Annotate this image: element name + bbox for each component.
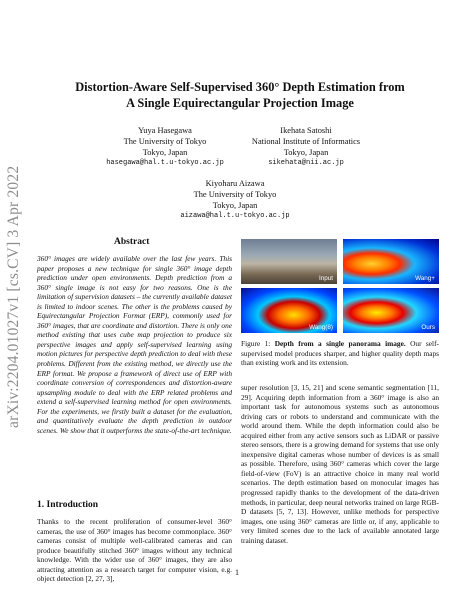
panel-label: Input xyxy=(318,275,333,282)
author-affiliation: The University of Tokyo xyxy=(193,190,277,199)
author-location: Tokyo, Japan xyxy=(142,148,188,157)
depth-map-wang-8 xyxy=(241,288,337,333)
panel-label: Wang(8) xyxy=(309,324,333,331)
author-block-1 xyxy=(90,125,240,169)
introduction-heading: 1. Introduction xyxy=(37,500,99,510)
title-line-1: Distortion-Aware Self-Supervised 360° Depth Estimation from xyxy=(75,80,405,94)
page-number: 1 xyxy=(235,568,239,577)
title-line-2: A Single Equirectangular Projection Image xyxy=(126,95,354,110)
author-name: Kiyoharu Aizawa xyxy=(205,179,265,188)
caption-bold: Depth from a single panorama image. xyxy=(274,339,406,348)
author-block-3 xyxy=(160,178,310,222)
paper-title xyxy=(60,80,420,111)
author-email[interactable]: hasegawa@hal.t.u-tokyo.ac.jp xyxy=(106,159,224,167)
depth-map-wang xyxy=(343,239,439,284)
author-email[interactable]: aizawa@hal.t.u-tokyo.ac.jp xyxy=(180,212,290,220)
author-location: Tokyo, Japan xyxy=(212,201,258,210)
panel-label: Ours xyxy=(421,324,435,331)
abstract-heading: Abstract xyxy=(114,237,150,247)
author-name: Ikehata Satoshi xyxy=(280,126,332,135)
introduction-continued-text: super resolution [3, 15, 21] and scene semantic segmentation [11, 29]. Acquiring depth information from a 360° image is also an important task for autonomous systems such as autonomous driving cars or robots to understand and communicate with the world around them. While the depth information could also be acquired either from any active sensors such as LiDAR or passive stereo sensors, there is a growing demand for systems that use only inexpensive digital cameras whose number of devices is as small as possible. Therefore, using 360° cameras which cover the large field-of-view (FoV) is an attractive choice in many real world scenarios. The depth estimation based on monocular images has progressed rapidly thanks to the development of the data-driven methods, in particular, deep neural networks trained on large RGB-D datasets [5, 7, 13]. However, unlike methods for perspective images, one using 360° cameras are little or, if any, applicable to very limited scenes due to the lack of available annotated large training dataset. xyxy=(241,383,439,545)
author-location: Tokyo, Japan xyxy=(283,148,329,157)
figure-1 xyxy=(241,239,439,333)
author-affiliation: National Institute of Informatics xyxy=(251,137,361,146)
abstract-text: 360° images are widely available over the last few years. This paper proposes a new technique for single 360° image depth prediction under open environments. Depth prediction from a 360° single image is not easy for two reasons. One is the limitation of supervision datasets – the currently available dataset is limited to indoor scenes. The other is the problems caused by Equirectangular Projection Format (ERP), commonly used for 360° images, that are coordinate and distortion. There is only one method existing that uses cube map projection to produce six perspective images and apply self-supervised learning using motion pictures for perspective depth prediction to deal with these problems. Different from the existing method, we directly use the ERP format. We propose a framework of direct use of ERP with coordinate conversion of correspondences and distortion-aware upsampling module to deal with the ERP related problems and extend a self-supervised learning method for open environments. For the experiments, we firstly built a dataset for the evaluation, and quantitatively evaluate the depth prediction in outdoor scenes. We show that it outperforms the state-of-the-art technique. xyxy=(37,254,232,435)
author-affiliation: The University of Tokyo xyxy=(123,137,207,146)
caption-rest: Our self-supervised model produces sharper, and higher quality depth maps than existing work and its extension. xyxy=(241,339,439,368)
author-name: Yuya Hasegawa xyxy=(138,126,192,135)
caption-label: Figure 1: xyxy=(241,339,271,348)
author-email[interactable]: sikehata@nii.ac.jp xyxy=(268,159,344,167)
input-panorama-image xyxy=(241,239,337,284)
panel-label: Wang+ xyxy=(415,275,435,282)
introduction-text: Thanks to the recent proliferation of consumer-level 360° cameras, the use of 360° images has become commonplace. 360° cameras consist of multiple well-calibrated cameras and can produce beautifully stitched 360° images without any technical knowledge. With the wider use of 360° images, they are also attracting attention as a research target for computer vision, e.g. object detection [2, 27, 3], xyxy=(37,517,232,584)
author-block-2 xyxy=(231,125,381,169)
depth-map-ours xyxy=(343,288,439,333)
figure-caption xyxy=(241,339,439,368)
